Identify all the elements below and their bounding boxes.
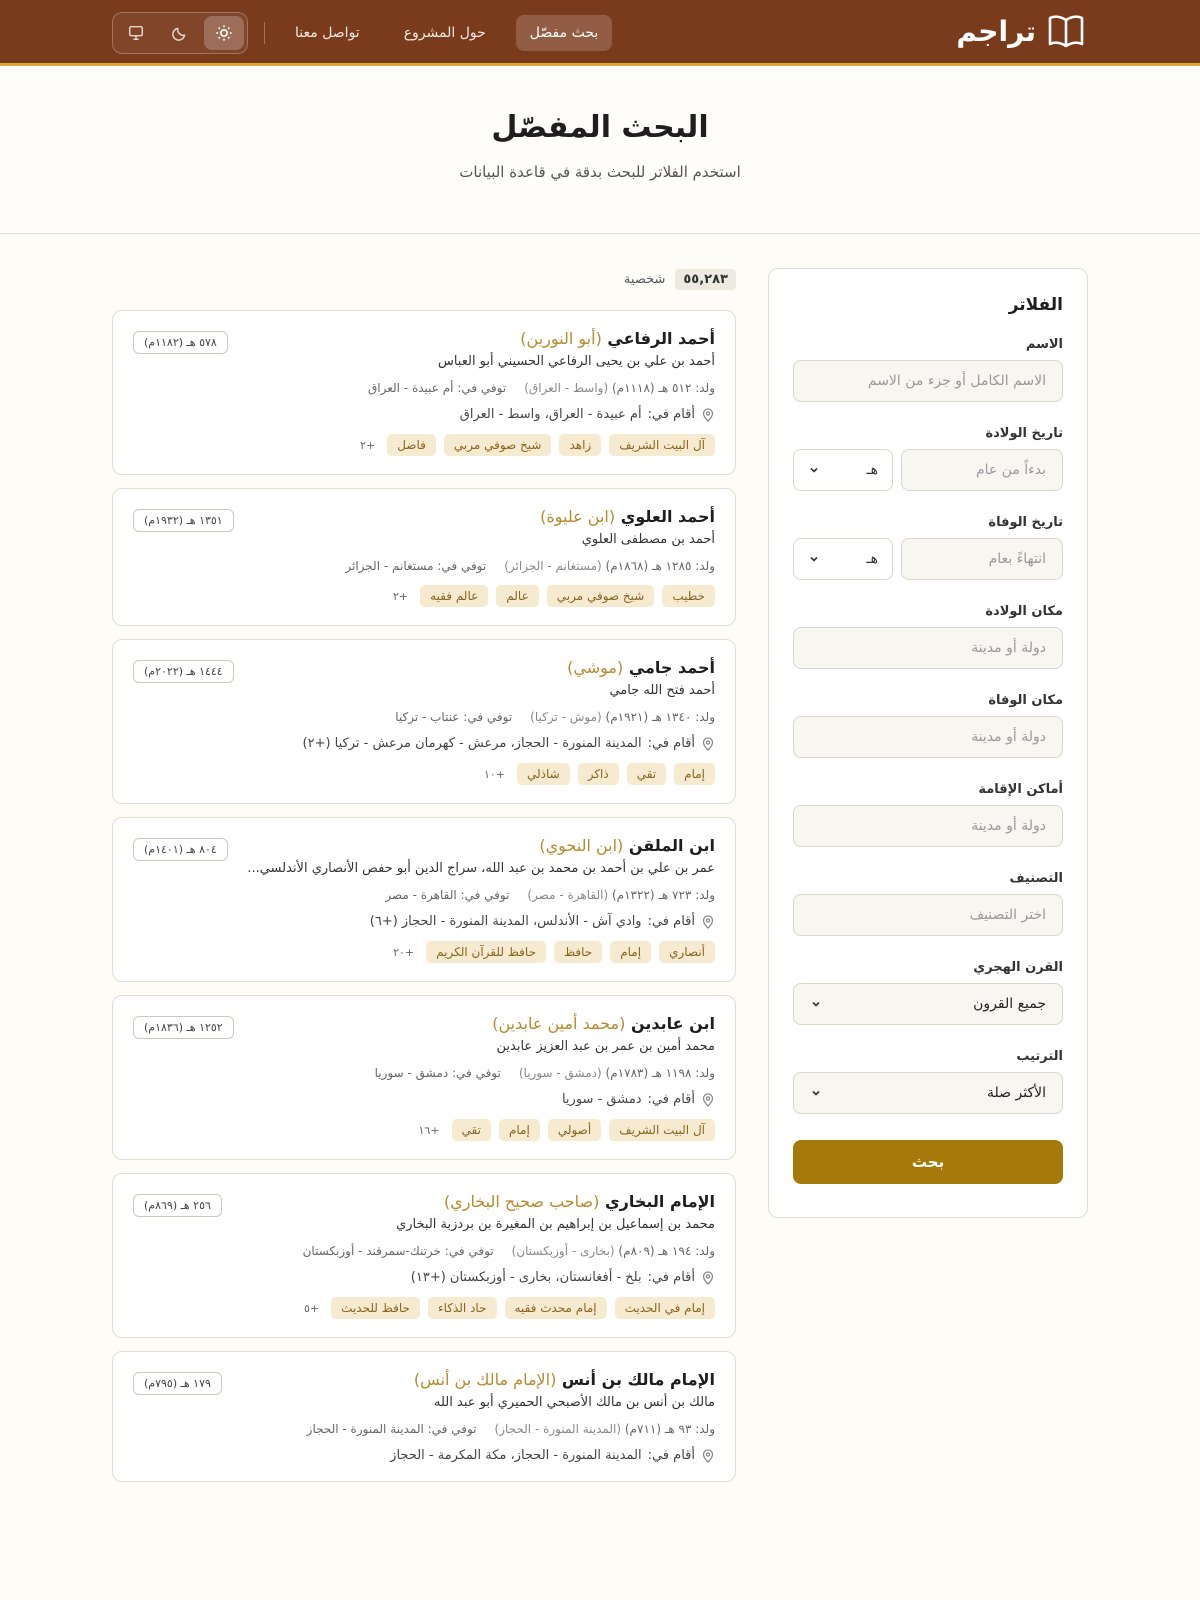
birth-info: [495, 1422, 715, 1436]
birth-place: (واسط - العراق): [524, 381, 609, 395]
result-card[interactable]: [112, 817, 736, 982]
filter-century-group: [793, 960, 1063, 1025]
name-input[interactable]: الاسم الكامل أو جزء من الاسم: [793, 360, 1063, 402]
residence-label: أقام في:: [647, 1092, 695, 1107]
monitor-icon: [127, 24, 145, 42]
death-place-input[interactable]: دولة أو مدينة: [793, 716, 1063, 758]
theme-dark-button[interactable]: [160, 16, 200, 50]
result-card[interactable]: [112, 639, 736, 804]
death-info: توفي في: عنتاب - تركيا: [395, 710, 513, 724]
death-date-badge: ٢٥٦ هـ (٨٦٩م): [133, 1194, 222, 1217]
more-tags-count: +٢: [393, 589, 409, 603]
category-tag[interactable]: إمام: [499, 1119, 540, 1141]
filters-panel: [768, 268, 1088, 1218]
death-info: توفي في: مستغانم - الجزائر: [345, 559, 487, 573]
results-count-value: ٥٥,٢٨٣: [675, 269, 736, 290]
filter-category-group: [793, 871, 1063, 936]
map-pin-icon: [701, 915, 715, 929]
filter-birth-place-group: [793, 604, 1063, 669]
birth-place: (المدينة المنورة - الحجاز): [494, 1422, 622, 1436]
category-tag[interactable]: تقي: [627, 763, 666, 785]
page-title: البحث المفصّل: [491, 110, 709, 145]
death-date-badge: ١٧٩ هـ (٧٩٥م): [133, 1372, 222, 1395]
category-tag[interactable]: حافظ: [554, 941, 602, 963]
person-meta: [133, 710, 715, 724]
results-count-label: شخصية: [623, 271, 666, 287]
filter-century-label: القرن الهجري: [973, 960, 1063, 975]
residence-input[interactable]: دولة أو مدينة: [793, 805, 1063, 847]
chevron-down-icon: [810, 1087, 822, 1099]
page-subtitle: استخدم الفلاتر للبحث بدقة في قاعدة البيانات: [459, 163, 741, 181]
nav-advanced-search[interactable]: بحث مفصّل: [516, 15, 612, 51]
category-tag[interactable]: حاد الذكاء: [428, 1297, 497, 1319]
filter-sort-group: [793, 1049, 1063, 1114]
category-tag[interactable]: آل البيت الشريف: [609, 1119, 715, 1141]
map-pin-icon: [701, 1449, 715, 1463]
map-pin-icon: [701, 408, 715, 422]
birth-era-value: هـ: [866, 462, 878, 478]
filter-residence-group: [793, 782, 1063, 847]
brand-logo[interactable]: [956, 12, 1086, 50]
person-nickname: (موشي): [567, 658, 624, 677]
filter-birth-place-label: مكان الولادة: [985, 604, 1063, 619]
birth-place: (دمشق - سوريا): [518, 1066, 602, 1080]
filter-residence-label: أماكن الإقامة: [978, 782, 1063, 797]
person-nickname: (صاحب صحيح البخاري): [443, 1192, 600, 1211]
person-nickname: (الإمام مالك بن أنس): [413, 1370, 557, 1389]
residence-label: أقام في:: [647, 1448, 695, 1463]
category-tag[interactable]: زاهد: [559, 434, 601, 456]
nav-divider: [264, 22, 265, 44]
birth-date: ولد: ٧٢٣ هـ (١٣٢٢م): [611, 888, 715, 902]
chevron-down-icon: [808, 464, 820, 476]
death-info: توفي في: أم عبيدة - العراق: [367, 381, 507, 395]
residence-row: [133, 407, 715, 422]
tag-list: [133, 1119, 715, 1141]
category-tag[interactable]: أصولي: [548, 1119, 601, 1141]
death-era-value: هـ: [866, 551, 878, 567]
person-meta: [133, 1244, 715, 1258]
birth-info: [504, 559, 715, 573]
map-pin-icon: [701, 1271, 715, 1285]
category-tag[interactable]: إمام: [674, 763, 715, 785]
person-name-text: أحمد الرفاعي: [607, 329, 715, 348]
birth-date: ولد: ١٢٨٥ هـ (١٨٦٨م): [605, 559, 715, 573]
birth-place: (بخارى - أوزبكستان): [511, 1244, 615, 1258]
category-tag[interactable]: أنصاري: [659, 941, 715, 963]
results-list: [112, 268, 736, 1495]
book-icon: [1046, 12, 1086, 50]
top-navbar: [0, 0, 1200, 66]
result-card[interactable]: [112, 1351, 736, 1482]
birth-place: (موش - تركيا): [530, 710, 602, 724]
death-date-badge: ١٤٤٤ هـ (٢٠٢٢م): [133, 660, 234, 683]
category-tag[interactable]: عالم: [496, 585, 538, 607]
category-tag[interactable]: حافظ للحديث: [331, 1297, 420, 1319]
more-tags-count: +٥: [304, 1301, 320, 1315]
birth-info: [530, 710, 715, 724]
tag-list: [133, 1297, 715, 1319]
result-card[interactable]: [112, 995, 736, 1160]
filter-death-date-group: [793, 515, 1063, 580]
residence-value: دمشق - سوريا: [561, 1092, 642, 1107]
chevron-down-icon: [810, 998, 822, 1010]
birth-date: ولد: ١١٩٨ هـ (١٧٨٣م): [605, 1066, 715, 1080]
person-name-text: ابن الملقن: [628, 836, 715, 855]
result-card[interactable]: [112, 310, 736, 475]
birth-place-input[interactable]: دولة أو مدينة: [793, 627, 1063, 669]
birth-info: [524, 381, 715, 395]
category-tag[interactable]: شاذلي: [517, 763, 570, 785]
residence-value: وادي آش - الأندلس، المدينة المنورة - الحجاز (+٦): [369, 914, 642, 929]
theme-light-button[interactable]: [204, 16, 244, 50]
filter-death-place-label: مكان الوفاة: [988, 693, 1063, 708]
more-tags-count: +٢: [360, 438, 376, 452]
theme-system-button[interactable]: [116, 16, 156, 50]
person-name-text: ابن عابدين: [630, 1014, 715, 1033]
person-fullname: أحمد فتح الله جامي: [609, 683, 715, 698]
filter-birth-date-label: تاريخ الولادة: [985, 426, 1063, 441]
person-fullname: أحمد بن علي بن يحيى الرفاعي الحسيني أبو العباس: [437, 354, 715, 369]
filter-category-label: التصنيف: [1009, 871, 1063, 886]
filter-name-label: الاسم: [1025, 337, 1063, 352]
person-nickname: (محمد أمين عابدين): [492, 1014, 626, 1033]
century-value: جميع القرون: [973, 996, 1046, 1012]
category-tag[interactable]: آل البيت الشريف: [609, 434, 715, 456]
birth-era-select[interactable]: [793, 449, 893, 491]
person-meta: [133, 1422, 715, 1436]
residence-label: أقام في:: [647, 1270, 695, 1285]
birth-info: [519, 1066, 715, 1080]
sort-select[interactable]: [793, 1072, 1063, 1114]
person-fullname: مالك بن أنس بن مالك الأصبحي الحميري أبو عبد الله: [434, 1395, 715, 1410]
residence-label: أقام في:: [647, 407, 695, 422]
birth-place: (القاهرة - مصر): [527, 888, 609, 902]
birth-year-input[interactable]: بدءاً من عام: [901, 449, 1063, 491]
person-fullname: عمر بن علي بن أحمد بن محمد بن عبد الله، سراج الدين أبو حفص الأنصاري الأندلسي...: [247, 861, 715, 876]
filter-death-date-label: تاريخ الوفاة: [988, 515, 1063, 530]
residence-row: [133, 1092, 715, 1107]
person-name-text: الإمام البخاري: [604, 1192, 715, 1211]
tag-list: [133, 585, 715, 607]
map-pin-icon: [701, 737, 715, 751]
category-tag[interactable]: فاضل: [387, 434, 436, 456]
category-tag[interactable]: شيخ صوفي مربي: [444, 434, 552, 456]
birth-info: [527, 888, 715, 902]
category-tag[interactable]: إمام: [610, 941, 651, 963]
death-date-badge: ١٢٥٢ هـ (١٨٣٦م): [133, 1016, 234, 1039]
birth-date: ولد: ٩٣ هـ (٧١١م): [624, 1422, 715, 1436]
death-date-badge: ٥٧٨ هـ (١١٨٢م): [133, 331, 228, 354]
more-tags-count: +١٠: [483, 767, 505, 781]
death-year-input[interactable]: انتهاءً بعام: [901, 538, 1063, 580]
more-tags-count: +١٦: [418, 1123, 440, 1137]
death-date-badge: ٨٠٤ هـ (١٤٠١م): [133, 838, 228, 861]
filter-death-place-group: [793, 693, 1063, 758]
residence-label: أقام في:: [647, 914, 695, 929]
filter-name-group: [793, 337, 1063, 402]
person-fullname: أحمد بن مصطفى العلوي: [581, 532, 715, 547]
category-tag[interactable]: إمام محدث فقيه: [505, 1297, 607, 1319]
birth-date: ولد: ٥١٢ هـ (١١١٨م): [611, 381, 715, 395]
page-hero: [0, 66, 1200, 234]
death-info: توفي في: القاهرة - مصر: [385, 888, 510, 902]
century-select[interactable]: [793, 983, 1063, 1025]
residence-row: [133, 736, 715, 751]
death-info: توفي في: خرتنك-سمرقند - أوزبكستان: [302, 1244, 494, 1258]
category-tag[interactable]: إمام في الحديث: [615, 1297, 715, 1319]
birth-date: ولد: ١٩٤ هـ (٨٠٩م): [618, 1244, 715, 1258]
tag-list: [133, 941, 715, 963]
person-nickname: (ابن النحوي): [539, 836, 624, 855]
map-pin-icon: [701, 1093, 715, 1107]
death-date-badge: ١٣٥١ هـ (١٩٣٢م): [133, 509, 234, 532]
filters-title: الفلاتر: [1008, 295, 1063, 315]
residence-label: أقام في:: [647, 736, 695, 751]
person-name-text: أحمد العلوي: [620, 507, 715, 526]
main-nav: [112, 12, 612, 54]
residence-row: [133, 1270, 715, 1285]
birth-date: ولد: ١٣٤٠ هـ (١٩٢١م): [605, 710, 715, 724]
moon-icon: [171, 24, 189, 42]
tag-list: [133, 763, 715, 785]
result-card[interactable]: [112, 1173, 736, 1338]
residence-value: المدينة المنورة - الحجاز، مكة المكرمة - الحجاز: [390, 1448, 642, 1463]
category-tag[interactable]: ذاكر: [578, 763, 619, 785]
person-meta: [133, 888, 715, 902]
nav-about[interactable]: حول المشروع: [403, 25, 486, 41]
category-tag[interactable]: تقي: [452, 1119, 491, 1141]
result-card[interactable]: [112, 488, 736, 626]
results-count: [112, 268, 736, 290]
person-meta: [133, 381, 715, 395]
category-tag[interactable]: عالم فقيه: [420, 585, 488, 607]
brand-name: تراجم: [956, 14, 1036, 48]
residence-value: أم عبيدة - العراق، واسط - العراق: [459, 407, 642, 422]
cards-container: [112, 310, 736, 1482]
sun-icon: [215, 24, 233, 42]
person-meta: [133, 1066, 715, 1080]
person-name-text: الإمام مالك بن أنس: [561, 1370, 715, 1389]
more-tags-count: +٢٠: [393, 945, 415, 959]
chevron-down-icon: [808, 553, 820, 565]
birth-info: [512, 1244, 715, 1258]
theme-switcher: [112, 12, 248, 54]
residence-value: المدينة المنورة - الحجاز، مرعش - كهرمان مرعش - تركيا (+٢): [302, 736, 642, 751]
nav-contact[interactable]: تواصل معنا: [295, 25, 360, 41]
tag-list: [133, 434, 715, 456]
person-name-text: أحمد جامي: [628, 658, 715, 677]
search-button[interactable]: بحث: [793, 1140, 1063, 1184]
residence-row: [133, 1448, 715, 1463]
person-fullname: محمد بن إسماعيل بن إبراهيم بن المغيرة بن بردزبة البخاري: [396, 1217, 715, 1232]
residence-value: بلخ - أفغانستان، بخارى - أوزبكستان (+١٣): [410, 1270, 642, 1285]
death-info: توفي في: دمشق - سوريا: [374, 1066, 501, 1080]
person-nickname: (أبو النورين): [520, 329, 602, 348]
sort-value: الأكثر صلة: [987, 1085, 1046, 1101]
category-input[interactable]: اختر التصنيف: [793, 894, 1063, 936]
birth-place: (مستغانم - الجزائر): [504, 559, 602, 573]
filter-sort-label: الترتيب: [1016, 1049, 1063, 1064]
death-era-select[interactable]: [793, 538, 893, 580]
residence-row: [133, 914, 715, 929]
death-info: توفي في: المدينة المنورة - الحجاز: [306, 1422, 477, 1436]
person-nickname: (ابن عليوة): [540, 507, 616, 526]
category-tag[interactable]: خطيب: [662, 585, 715, 607]
person-meta: [133, 559, 715, 573]
category-tag[interactable]: حافظ للقرآن الكريم: [426, 941, 546, 963]
category-tag[interactable]: شيخ صوفي مربي: [547, 585, 655, 607]
person-fullname: محمد أمين بن عمر بن عبد العزيز عابدين: [496, 1039, 715, 1054]
filter-birth-date-group: [793, 426, 1063, 491]
